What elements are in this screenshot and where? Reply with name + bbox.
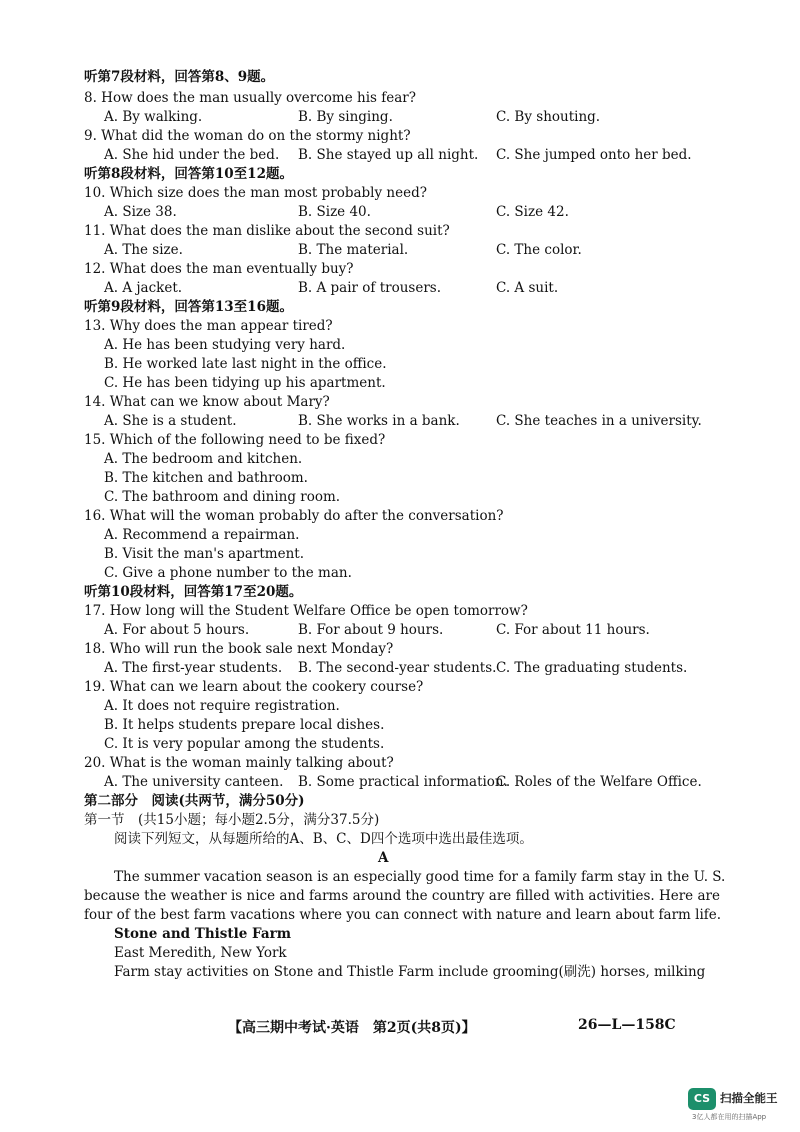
text-line: 12. What does the man eventually buy?	[84, 261, 354, 277]
text-line: 20. What is the woman mainly talking about?	[84, 755, 394, 771]
text-line: East Meredith, New York	[114, 945, 287, 961]
watermark-title: 扫描全能王	[720, 1091, 778, 1105]
text-line: A. She hid under the bed.	[104, 147, 280, 163]
text-line: C. The color.	[496, 242, 582, 258]
text-line: B. Visit the man's apartment.	[104, 546, 304, 562]
text-line: 16. What will the woman probably do after the conversation?	[84, 508, 504, 524]
text-line: B. She stayed up all night.	[298, 147, 479, 163]
text-line: A. A jacket.	[104, 280, 183, 296]
camscanner-watermark	[688, 1088, 792, 1124]
text-line: The summer vacation season is an especially good time for a family farm stay in the U. S.	[114, 869, 726, 885]
text-line: B. The kitchen and bathroom.	[104, 470, 308, 486]
text-line: C. Size 42.	[496, 204, 569, 220]
text-line: A. The size.	[104, 242, 183, 258]
text-line: A. By walking.	[104, 109, 203, 125]
text-line: C. The bathroom and dining room.	[104, 489, 341, 505]
text-line: B. For about 9 hours.	[298, 622, 444, 638]
text-line: C. The graduating students.	[496, 660, 688, 676]
watermark-subtitle: 3亿人都在用的扫描App	[692, 1113, 767, 1121]
text-line: 9. What did the woman do on the stormy night?	[84, 128, 411, 144]
footer-code: 26—L—158C	[578, 1017, 676, 1033]
text-line: B. A pair of trousers.	[298, 280, 442, 296]
text-line: A. The bedroom and kitchen.	[104, 451, 303, 467]
text-line: C. It is very popular among the students.	[104, 736, 385, 752]
text-line: B. She works in a bank.	[298, 413, 460, 429]
text-line: C. Roles of the Welfare Office.	[496, 774, 702, 790]
text-line: 第一节 (共15小题；每小题2.5分，满分37.5分)	[84, 812, 380, 828]
text-line: 17. How long will the Student Welfare Office be open tomorrow?	[84, 603, 528, 619]
text-line: B. He worked late last night in the office.	[104, 356, 387, 372]
page-footer	[0, 1017, 800, 1037]
text-line: B. The second-year students.	[298, 660, 497, 676]
text-line: A	[378, 850, 389, 866]
text-line: A. For about 5 hours.	[104, 622, 250, 638]
text-line: C. Give a phone number to the man.	[104, 565, 352, 581]
text-line: Stone and Thistle Farm	[114, 926, 292, 942]
text-line: 听第8段材料，回答第10至12题。	[84, 166, 293, 182]
text-line: A. She is a student.	[104, 413, 237, 429]
text-line: B. The material.	[298, 242, 409, 258]
text-line: C. For about 11 hours.	[496, 622, 650, 638]
text-line: 阅读下列短文，从每题所给的A、B、C、D四个选项中选出最佳选项。	[114, 831, 533, 847]
text-line: 15. Which of the following need to be fixed?	[84, 432, 386, 448]
text-line: A. It does not require registration.	[104, 698, 340, 714]
text-line: 听第9段材料，回答第13至16题。	[84, 299, 293, 315]
camscanner-logo-icon: CS	[688, 1088, 716, 1110]
text-line: C. She jumped onto her bed.	[496, 147, 692, 163]
text-line: 听第7段材料，回答第8、9题。	[84, 69, 275, 85]
text-line: A. Size 38.	[104, 204, 177, 220]
text-line: 19. What can we learn about the cookery course?	[84, 679, 424, 695]
text-line: B. It helps students prepare local dishes.	[104, 717, 385, 733]
text-line: four of the best farm vacations where you can connect with nature and learn about farm life.	[84, 907, 722, 923]
text-line: 11. What does the man dislike about the second suit?	[84, 223, 450, 239]
text-line: Farm stay activities on Stone and Thistle Farm include grooming(刷洗) horses, milking	[114, 964, 706, 980]
text-line: C. He has been tidying up his apartment.	[104, 375, 386, 391]
text-line: 13. Why does the man appear tired?	[84, 318, 333, 334]
text-line: 18. Who will run the book sale next Monday?	[84, 641, 394, 657]
text-line: A. He has been studying very hard.	[104, 337, 346, 353]
text-line: C. A suit.	[496, 280, 559, 296]
text-line: 8. How does the man usually overcome his fear?	[84, 90, 416, 106]
text-line: A. The university canteen.	[104, 774, 284, 790]
text-line: 14. What can we know about Mary?	[84, 394, 330, 410]
text-line: A. Recommend a repairman.	[104, 527, 300, 543]
text-line: C. She teaches in a university.	[496, 413, 702, 429]
text-line: 听第10段材料，回答第17至20题。	[84, 584, 303, 600]
text-line: because the weather is nice and farms around the country are filled with activities. Here are	[84, 888, 720, 904]
text-line: C. By shouting.	[496, 109, 601, 125]
text-line: B. Some practical information.	[298, 774, 508, 790]
text-line: A. The first-year students.	[104, 660, 283, 676]
text-line: 第二部分 阅读(共两节，满分50分)	[84, 793, 305, 809]
text-line: 10. Which size does the man most probably need?	[84, 185, 427, 201]
footer-title: 【高三期中考试·英语 第2页(共8页)】	[228, 1020, 476, 1036]
text-line: B. Size 40.	[298, 204, 371, 220]
text-line: B. By singing.	[298, 109, 393, 125]
